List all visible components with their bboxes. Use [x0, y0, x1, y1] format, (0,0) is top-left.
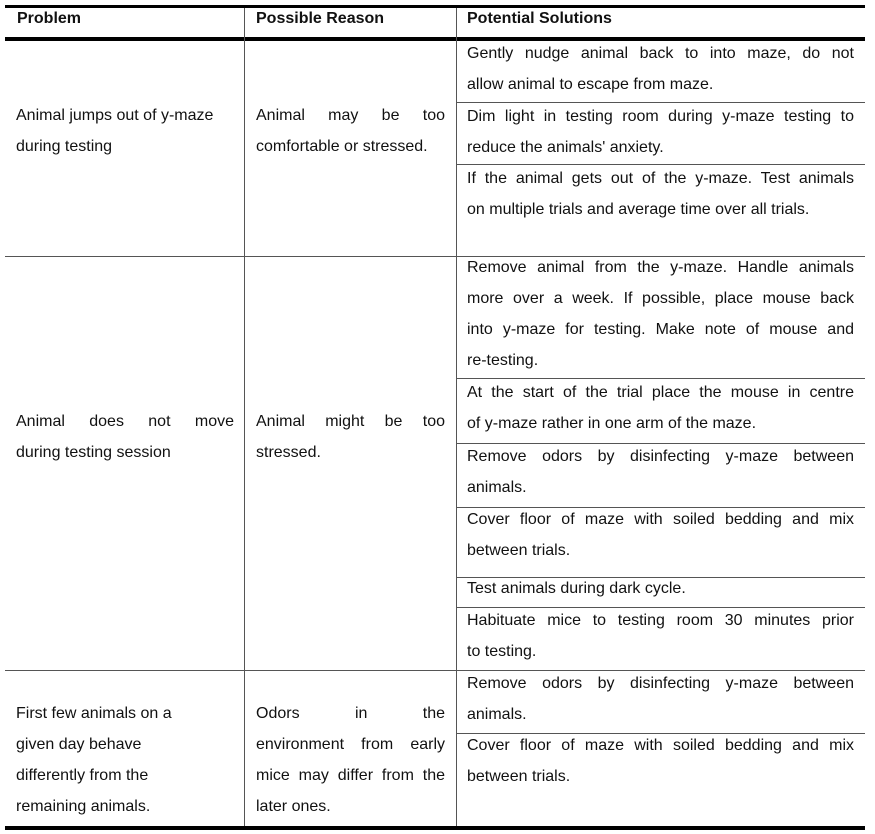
row1-problem: Animal jumps out of y-maze during testing: [16, 107, 214, 155]
row2-solution-1: Remove animal from the y-maze. Handle animals more over a week. If possible, place mouse back into y-maze for testing. Make note of mouse and re-testing.: [467, 259, 854, 369]
row3-problem: First few animals on a given day behave differently from the remaining animals.: [16, 705, 172, 815]
row2-reason: Animal might be too stressed.: [256, 413, 445, 461]
table-bottom-rule: [5, 826, 865, 830]
row1-reason: Animal may be too comfortable or stressed.: [256, 107, 445, 155]
column-divider-2: [456, 8, 457, 826]
row2-solution-2: At the start of the trial place the mouse in centre of y-maze rather in one arm of the maze.: [467, 384, 854, 432]
row3-reason: Odors in the environment from early mice may differ from the later ones.: [256, 705, 445, 815]
header-potential-solutions: Potential Solutions: [467, 10, 612, 27]
table-top-rule: [5, 5, 865, 8]
row3-solution-2: Cover floor of maze with soiled bedding and mix between trials.: [467, 737, 854, 785]
row2-solution-3: Remove odors by disinfecting y-maze between animals.: [467, 448, 854, 496]
row2-problem: Animal does not move during testing session: [16, 413, 234, 461]
header-possible-reason: Possible Reason: [256, 10, 385, 27]
row2-solution-5: Test animals during dark cycle.: [467, 580, 686, 597]
row1-solution-1: Gently nudge animal back to into maze, do not allow animal to escape from maze.: [467, 45, 854, 93]
column-divider-1: [244, 8, 245, 826]
row1-solution-2: Dim light in testing room during y-maze testing to reduce the animals' anxiety.: [467, 108, 854, 156]
row2-solution-6: Habituate mice to testing room 30 minutes prior to testing.: [467, 612, 854, 660]
row1-solution-3: If the animal gets out of the y-maze. Test animals on multiple trials and average time over all trials.: [467, 170, 854, 218]
row3-solution-1: Remove odors by disinfecting y-maze between animals.: [467, 675, 854, 723]
row2-solution-4: Cover floor of maze with soiled bedding and mix between trials.: [467, 511, 854, 559]
header-problem: Problem: [17, 10, 82, 27]
